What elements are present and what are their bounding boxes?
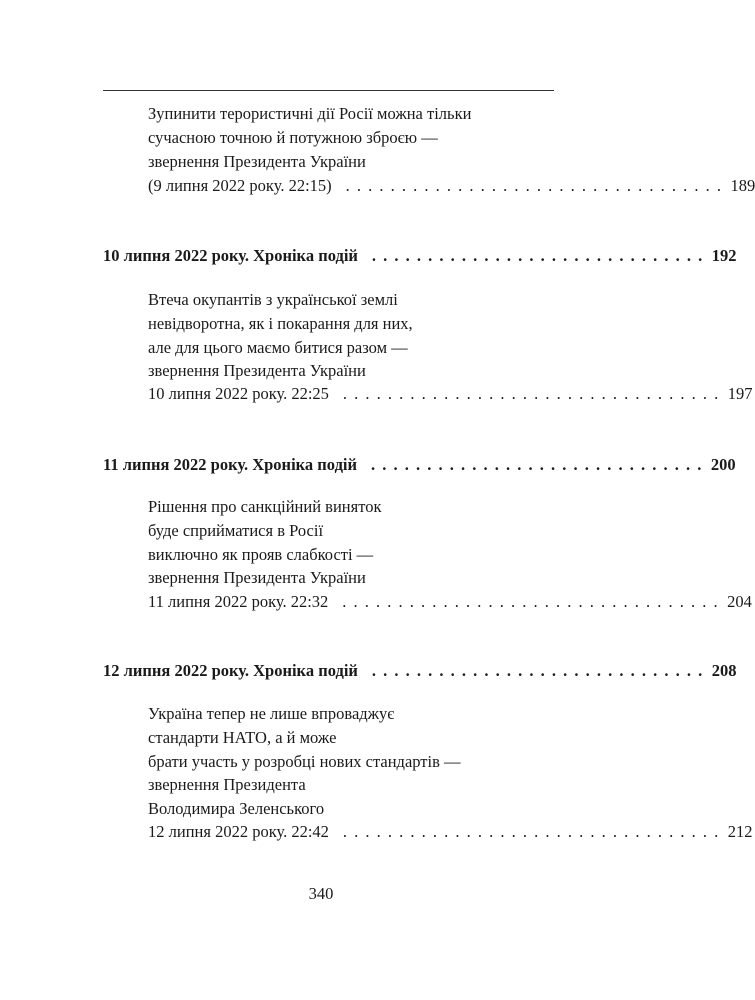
- toc-entry-line: звернення Президента України: [148, 152, 366, 171]
- toc-entry-line: Рішення про санкційний виняток: [148, 497, 382, 516]
- toc-page-number: 192: [711, 246, 737, 265]
- toc-entry-last-line[interactable]: [148, 592, 752, 612]
- toc-page-number: 189: [730, 176, 755, 195]
- toc-entry-line: буде сприйматися в Росії: [148, 521, 324, 540]
- toc-entry-line: звернення Президента України: [148, 568, 366, 587]
- toc-page-number: 204: [727, 592, 752, 611]
- toc-entry-date: 12 липня 2022 року. 22:42: [148, 822, 329, 841]
- toc-entry-date: (9 липня 2022 року. 22:15): [148, 176, 332, 195]
- toc-heading-title: 11 липня 2022 року. Хроніка подій: [103, 455, 358, 474]
- toc-entry-date: 11 липня 2022 року. 22:32: [148, 592, 329, 611]
- toc-entry-date: 10 липня 2022 року. 22:25: [148, 384, 329, 403]
- toc-entry-line: звернення Президента України: [148, 361, 366, 380]
- toc-entry-line: Втеча окупантів з української землі: [148, 290, 398, 309]
- toc-heading-title: 12 липня 2022 року. Хроніка подій: [103, 661, 358, 680]
- toc-entry-line: Зупинити терористичні дії Росії можна тільки: [148, 104, 472, 123]
- leader-dots: . . . . . . . . . . . . . . . . . . . . . . . . . . . . . .: [371, 661, 704, 680]
- toc-entry-line: звернення Президента: [148, 775, 306, 794]
- top-rule: [103, 90, 554, 91]
- page-number: 340: [308, 884, 334, 903]
- toc-entry-line: невідворотна, як і покарання для них,: [148, 314, 413, 333]
- leader-dots: . . . . . . . . . . . . . . . . . . . . . . . . . . . . . . . . . .: [342, 822, 720, 841]
- toc-entry-line: Володимира Зеленського: [148, 799, 325, 818]
- leader-dots: . . . . . . . . . . . . . . . . . . . . . . . . . . . . . . . . . .: [345, 176, 723, 195]
- toc-page-number: 200: [710, 455, 736, 474]
- leader-dots: . . . . . . . . . . . . . . . . . . . . . . . . . . . . . .: [371, 455, 703, 474]
- toc-entry-last-line[interactable]: [148, 384, 753, 404]
- toc-heading[interactable]: [103, 661, 737, 681]
- leader-dots: . . . . . . . . . . . . . . . . . . . . . . . . . . . . . .: [371, 246, 704, 265]
- toc-entry-line: брати участь у розробці нових стандартів —: [148, 752, 461, 771]
- toc-page-number: 208: [711, 661, 737, 680]
- toc-page-number: 212: [727, 822, 753, 841]
- toc-entry-line: але для цього маємо битися разом —: [148, 338, 408, 357]
- toc-entry-line: Україна тепер не лише впроваджує: [148, 704, 395, 723]
- leader-dots: . . . . . . . . . . . . . . . . . . . . . . . . . . . . . . . . . .: [342, 592, 720, 611]
- toc-entry-last-line[interactable]: [148, 822, 753, 842]
- toc-page-number: 197: [727, 384, 753, 403]
- leader-dots: . . . . . . . . . . . . . . . . . . . . . . . . . . . . . . . . . .: [342, 384, 720, 403]
- toc-heading[interactable]: [103, 455, 736, 475]
- toc-heading-title: 10 липня 2022 року. Хроніка подій: [103, 246, 358, 265]
- toc-entry-line: сучасною точною й потужною зброєю —: [148, 128, 438, 147]
- toc-entry-last-line[interactable]: [148, 176, 755, 196]
- toc-entry-line: виключно як прояв слабкості —: [148, 545, 374, 564]
- toc-heading[interactable]: [103, 246, 737, 266]
- toc-entry-line: стандарти НАТО, а й може: [148, 728, 337, 747]
